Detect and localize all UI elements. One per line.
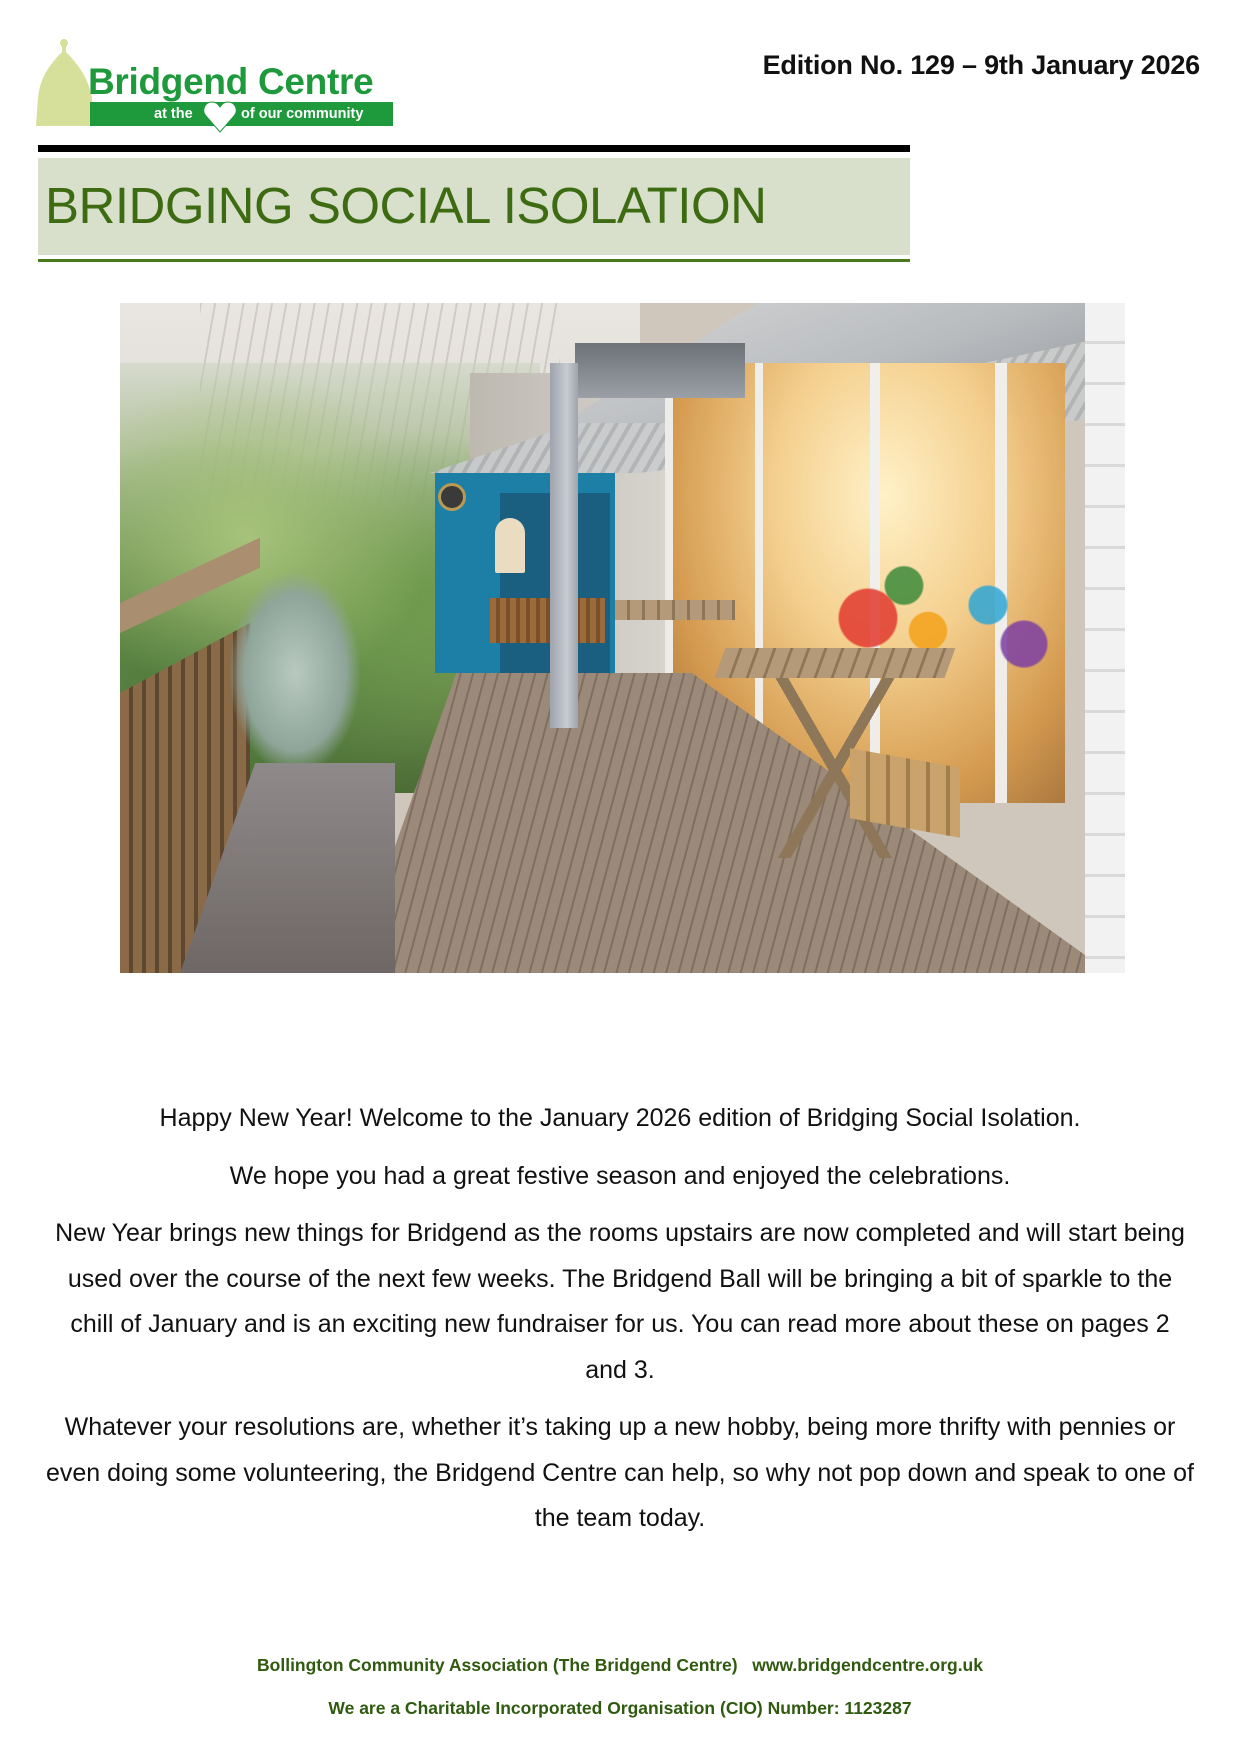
heart-icon	[203, 101, 237, 133]
clock-icon	[438, 483, 466, 511]
footer-line-1	[0, 1655, 1240, 1676]
bottom-rule	[38, 259, 910, 262]
photo-shrub	[230, 573, 360, 773]
footer-website-link[interactable]: www.bridgendcentre.org.uk	[752, 1655, 983, 1675]
photo-table-small	[615, 600, 735, 620]
intro-text	[40, 1096, 1200, 1554]
paragraph: We hope you had a great festive season and enjoyed the celebrations.	[229, 1161, 1011, 1190]
dome-icon	[36, 38, 94, 128]
logo-brand-text: Bridgend Centre	[88, 61, 374, 102]
title-banner	[38, 158, 910, 255]
paragraph: Whatever your resolutions are, whether it’s taking up a new hobby, being more thrifty with pennies or even doing some volunteering, the Bridgend Centre can help, so why not pop down and speak to one of the team today.	[46, 1413, 1194, 1532]
logo-tagline-left: at the	[154, 106, 193, 122]
photo-table	[715, 648, 956, 678]
top-rule	[38, 145, 910, 152]
bridgend-centre-logo	[36, 38, 398, 136]
photo-beam	[575, 343, 745, 398]
photo-white-wall	[1085, 303, 1125, 973]
footer-organisation: Bollington Community Association (The Bridgend Centre)	[257, 1655, 738, 1675]
photo-pillar	[550, 363, 578, 728]
footer-charity-number: We are a Charitable Incorporated Organisation (CIO) Number: 1123287	[328, 1698, 912, 1718]
photo-bench	[490, 598, 605, 643]
paragraph: New Year brings new things for Bridgend as the rooms upstairs are now completed and will start being used over the course of the next few weeks. The Bridgend Ball will be bringing a bit of sparkle to the chill of January and is an exciting new fundraiser for us. You can read more about these on pages 2 and 3.	[55, 1219, 1185, 1384]
edition-label: Edition No. 129 – 9th January 2026	[762, 50, 1200, 80]
paragraph: Happy New Year! Welcome to the January 2026 edition of Bridging Social Isolation.	[159, 1104, 1081, 1132]
terrace-photo	[120, 303, 1125, 973]
photo-arched-mirror	[495, 518, 525, 573]
page-title: BRIDGING SOCIAL ISOLATION	[45, 177, 767, 234]
logo-tagline-right: of our community	[241, 106, 364, 122]
